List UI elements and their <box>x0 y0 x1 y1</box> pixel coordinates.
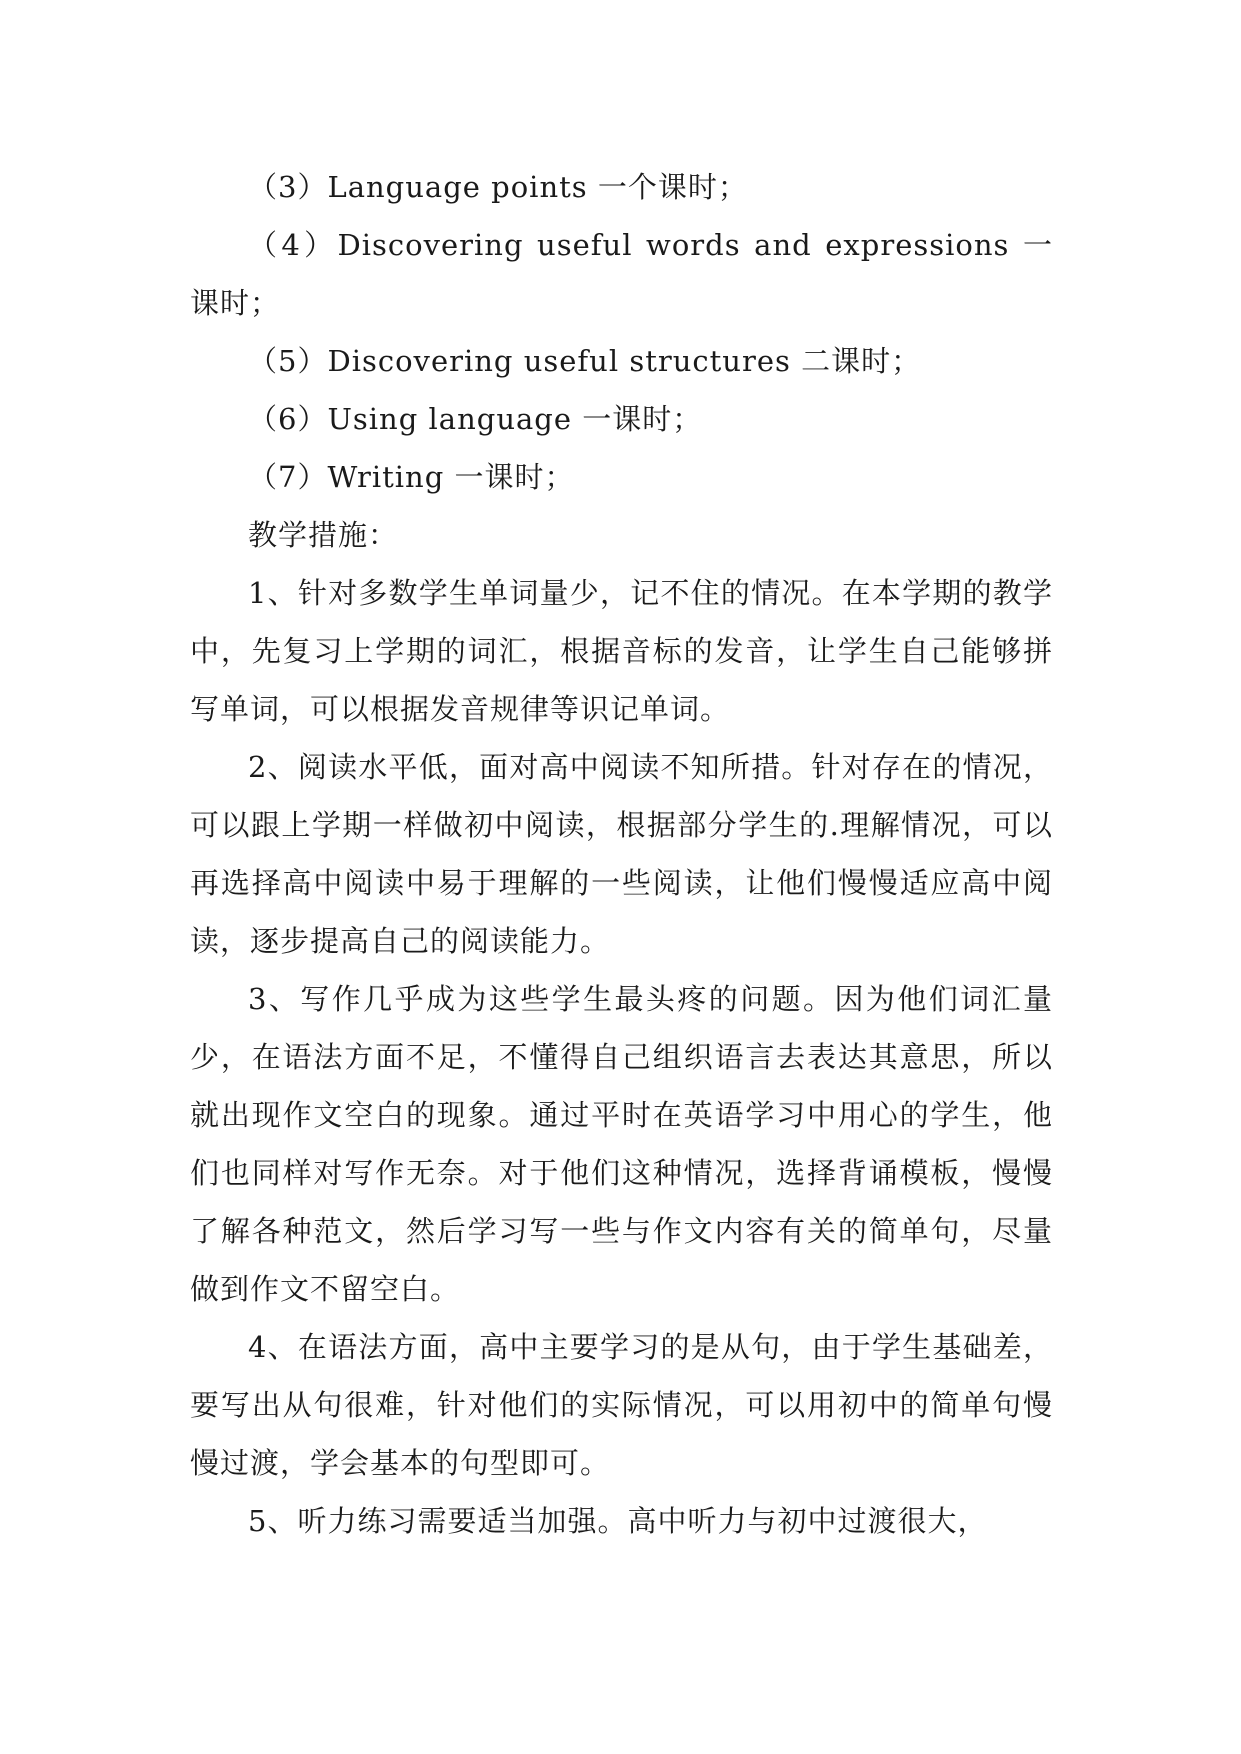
paragraph-measure-2: 2、阅读水平低，面对高中阅读不知所措。针对存在的情况，可以跟上学期一样做初中阅读，根据部分学生的.理解情况，可以再选择高中阅读中易于理解的一些阅读，让他们慢慢适应高中阅读，逐步提高自己的阅读能力。 <box>190 750 1053 958</box>
paragraph-lesson-3: （3）Language points 一个课时； <box>248 170 748 204</box>
document-body <box>190 158 1053 1550</box>
paragraph-lesson-5: （5）Discovering useful structures 二课时； <box>248 344 922 378</box>
paragraph-lesson-4: （4）Discovering useful words and expressions 一课时； <box>190 228 1053 320</box>
paragraph-measure-5: 5、听力练习需要适当加强。高中听力与初中过渡很大， <box>248 1504 988 1538</box>
paragraph-measure-4: 4、在语法方面，高中主要学习的是从句，由于学生基础差，要写出从句很难，针对他们的实际情况，可以用初中的简单句慢慢过渡，学会基本的句型即可。 <box>190 1330 1053 1480</box>
paragraph-lesson-6: （6）Using language 一课时； <box>248 402 703 436</box>
paragraph-lesson-7: （7）Writing 一课时； <box>248 460 575 494</box>
paragraph-measure-3: 3、写作几乎成为这些学生最头疼的问题。因为他们词汇量少，在语法方面不足，不懂得自己组织语言去表达其意思，所以就出现作文空白的现象。通过平时在英语学习中用心的学生，他们也同样对写作无奈。对于他们这种情况，选择背诵模板，慢慢了解各种范文，然后学习写一些与作文内容有关的简单句，尽量做到作文不留空白。 <box>190 982 1053 1306</box>
paragraph-measure-1: 1、针对多数学生单词量少，记不住的情况。在本学期的教学中，先复习上学期的词汇，根据音标的发音，让学生自己能够拼写单词，可以根据发音规律等识记单词。 <box>190 576 1053 726</box>
section-heading-teaching-measures: 教学措施： <box>248 518 399 552</box>
